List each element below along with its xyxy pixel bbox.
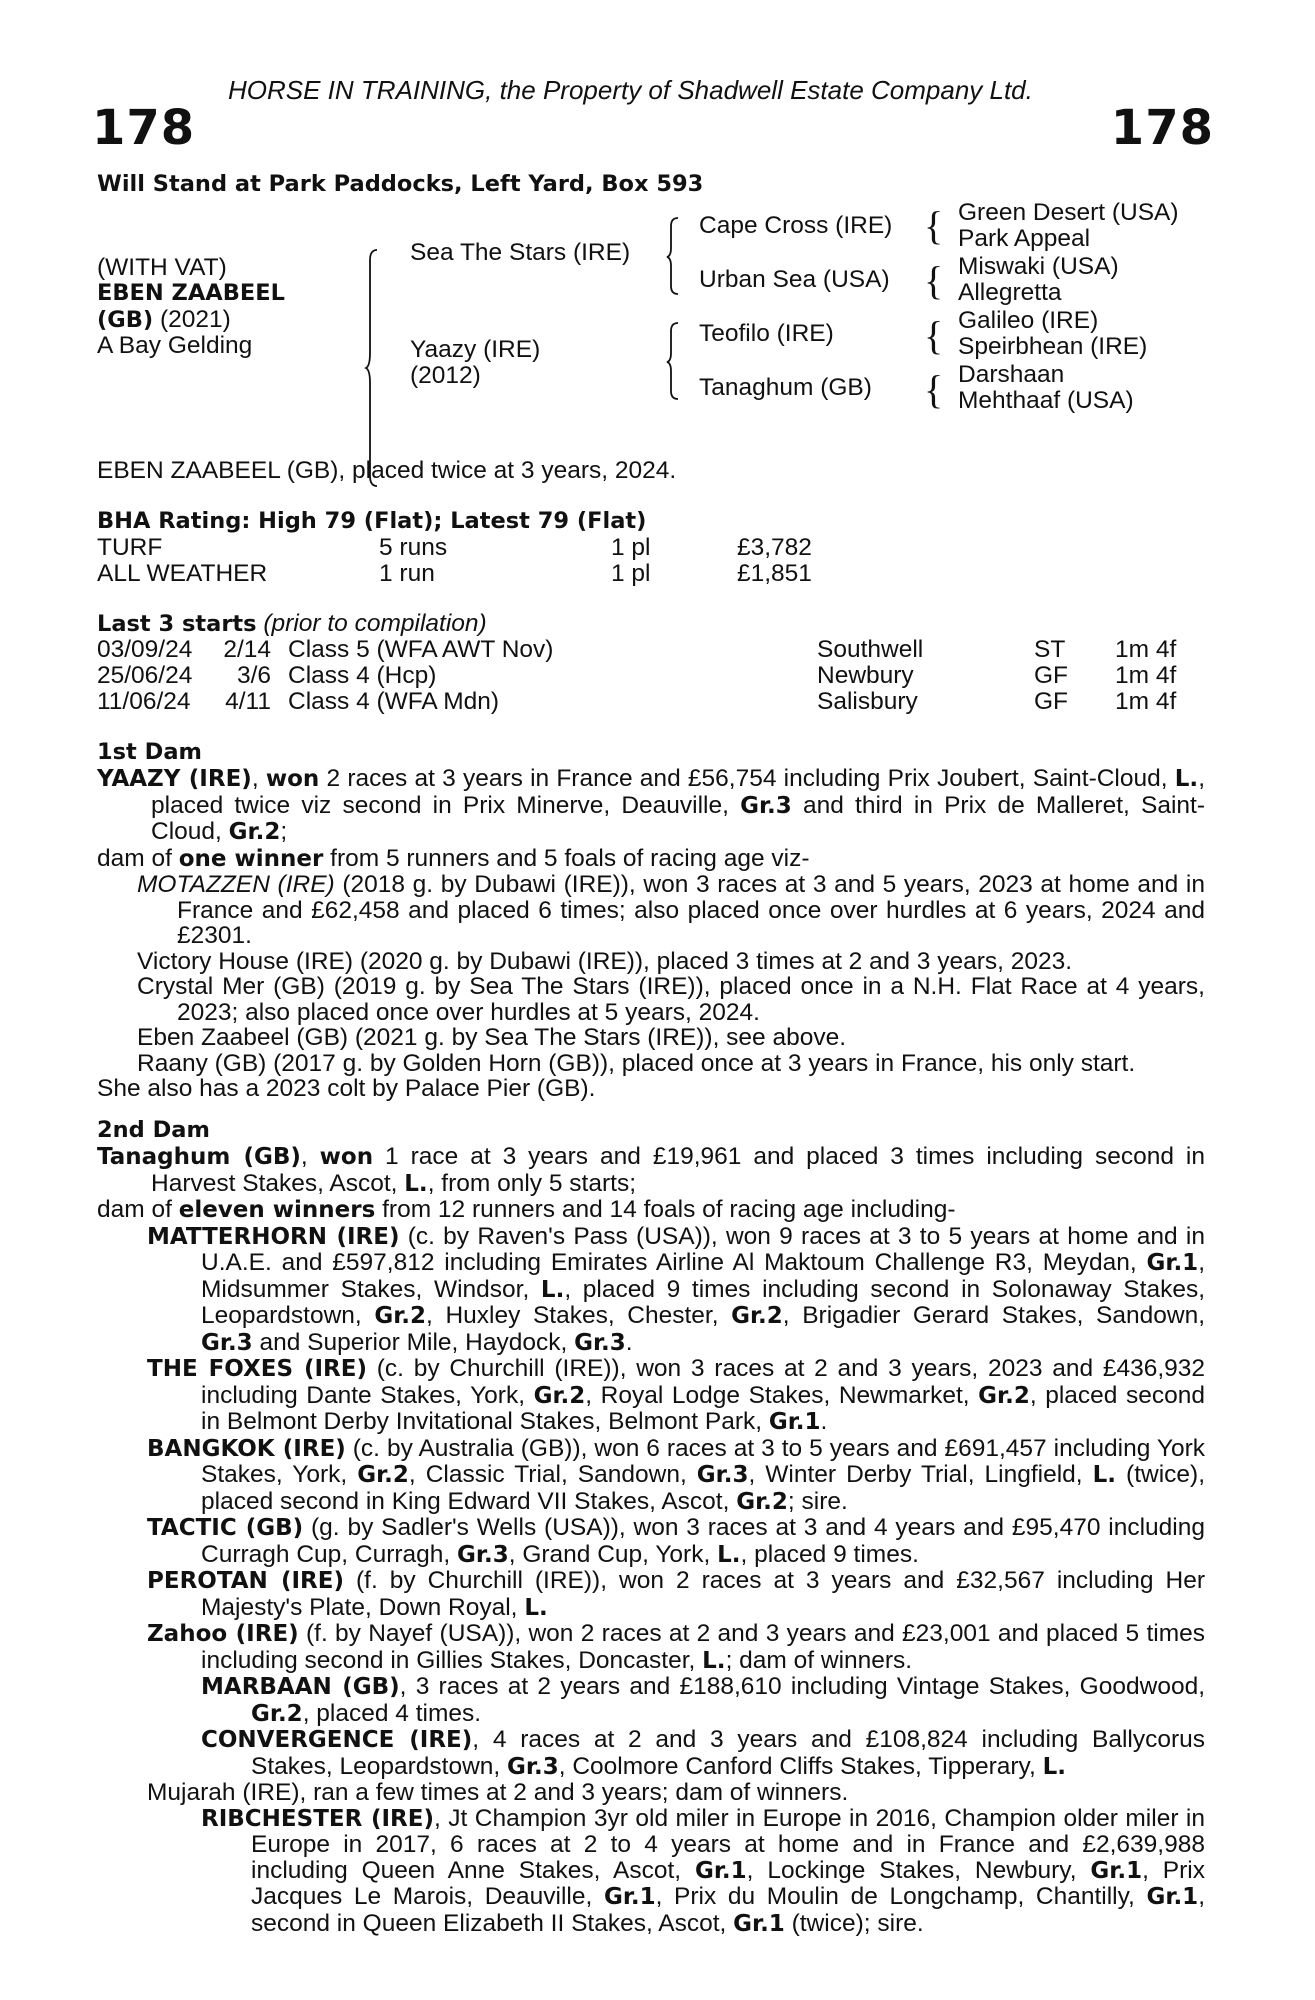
first-dam-listed: L.	[1174, 766, 1199, 792]
produce-crystal-mer: Crystal Mer (GB) (2019 g. by Sea The Stars (IRE)), placed once in a N.H. Flat Race at 4 years, 2023; also placed once over hurdles at 5 years, 2024.	[137, 973, 1205, 1026]
first-dam-produce-summary	[97, 846, 1205, 873]
pedigree-ggs7: Darshaan	[958, 361, 1065, 388]
second-dam-damof-post: from 12 runners and 14 foals of racing age including-	[375, 1196, 956, 1223]
ribchester-text-d: , Prix du Moulin de Longchamp, Chantilly,	[655, 1883, 1147, 1910]
perotan-name: PEROTAN (IRE)	[147, 1568, 344, 1594]
bangkok-text-c: , Winter Derby Trial, Lingfield,	[748, 1461, 1093, 1488]
ribchester-name: RIBCHESTER (IRE)	[201, 1805, 434, 1832]
rating-aw-money: £1,851	[737, 560, 812, 587]
pedigree-brace-main	[365, 248, 381, 488]
convergence-text-a: , 4 races at 2 and 3 years and £108,824 including Ballycorus Stakes, Leopardstown,	[251, 1726, 1205, 1780]
ribchester-text-e: , second in Queen Elizabeth II Stakes, Ascot,	[251, 1883, 1205, 1937]
start-3-dist: 1m 4f	[1115, 688, 1177, 715]
matterhorn-text-a: (c. by Raven's Pass (USA)), won 9 races at 3 to 5 years at home and in U.A.E. and £597,812 including Emirates Airline Al Maktoum Challenge R3, Meydan,	[201, 1222, 1205, 1276]
tactic-text-a: (g. by Sadler's Wells (USA)), won 3 races at 3 and 4 years and £95,470 including Curragh Cup, Curragh,	[201, 1514, 1205, 1568]
second-dam-listed: L.	[404, 1170, 428, 1197]
ribchester-text-a: , Jt Champion 3yr old miler in Europe in 2016, Champion older miler in Europe in 2017, 6 races at 2 to 4 years at home and in France and £2,639,988 including Queen Anne Stakes, Ascot,	[251, 1804, 1206, 1884]
start-1-course: Southwell	[817, 636, 924, 663]
matterhorn-listed: L.	[540, 1276, 565, 1303]
horse-description: A Bay Gelding	[97, 332, 253, 359]
start-3-race: Class 4 (WFA Mdn)	[288, 688, 500, 715]
matterhorn-text-d: , Huxley Stakes, Chester,	[426, 1302, 732, 1329]
start-3-going: GF	[1034, 688, 1069, 715]
rating-turf-surface: TURF	[97, 534, 163, 561]
matterhorn-text-e: , Brigadier Gerard Stakes, Sandown,	[782, 1302, 1206, 1329]
foxes-name: THE FOXES (IRE)	[147, 1356, 367, 1382]
convergence-gr3: Gr.3	[507, 1753, 559, 1780]
produce-zahoo	[97, 1621, 1205, 1674]
produce-bangkok	[97, 1436, 1205, 1516]
matterhorn-gr3-b: Gr.3	[574, 1329, 626, 1356]
first-dam-section	[97, 766, 1205, 1102]
rating-aw-surface: ALL WEATHER	[97, 560, 268, 587]
start-2-race: Class 4 (Hcp)	[288, 662, 437, 689]
first-dam-text-d: ;	[280, 818, 288, 845]
second-dam-section	[97, 1144, 1205, 1937]
first-dam-won: won	[265, 766, 320, 792]
pedigree-gs4: Tanaghum (GB)	[699, 374, 872, 401]
tactic-text-b: , Grand Cup, York,	[508, 1540, 718, 1568]
second-dam-name: Tanaghum (GB)	[97, 1144, 301, 1170]
foxes-gr1: Gr.1	[768, 1409, 821, 1435]
stabling-location: Will Stand at Park Paddocks, Left Yard, Box 593	[97, 171, 704, 197]
zahoo-name: Zahoo (IRE)	[147, 1621, 299, 1647]
ribchester-gr1-c: Gr.1	[603, 1884, 656, 1910]
foxes-gr2-a: Gr.2	[533, 1382, 586, 1409]
start-3-pos: 4/11	[225, 688, 271, 715]
produce-victory-house: Victory House (IRE) (2020 g. by Dubawi (IRE)), placed 3 times at 2 and 3 years, 2023.	[137, 947, 1073, 975]
pedigree-ggs5: Galileo (IRE)	[958, 307, 1099, 334]
rating-turf-money: £3,782	[737, 534, 812, 561]
bangkok-name: BANGKOK (IRE)	[147, 1435, 346, 1462]
pedigree-brace-ggs3: {	[924, 313, 944, 358]
foxes-text-c: , placed second in Belmont Derby Invitational Stakes, Belmont Park,	[201, 1381, 1205, 1435]
start-2-date: 25/06/24	[97, 662, 193, 689]
first-dam-text-b: , placed twice viz second in Prix Minerve, Deauville,	[151, 765, 1205, 819]
bangkok-text-a: (c. by Australia (GB)), won 6 races at 3 to 5 years and £691,457 including York Stakes, York,	[201, 1434, 1205, 1488]
start-1-date: 03/09/24	[97, 636, 193, 663]
produce-raany: Raany (GB) (2017 g. by Golden Horn (GB)), placed once at 3 years in France, his only start.	[137, 1049, 1136, 1077]
rating-aw-placed: 1 pl	[611, 560, 651, 587]
ribchester-text-c: , Prix Jacques Le Marois, Deauville,	[251, 1856, 1205, 1910]
second-dam-record: Tanaghum (GB), won 1 race at 3 years and £19,961 and placed 3 times including second in Harvest Stakes, Ascot, L., from only 5 starts;	[97, 1143, 1205, 1197]
ribchester-gr1-b: Gr.1	[1090, 1857, 1143, 1884]
lot-number-right: 178	[1110, 100, 1214, 156]
second-dam-text-a: 1 race at 3 years and £19,961 and placed 3 times including second in Harvest Stakes, Ascot,	[151, 1143, 1205, 1197]
first-dam-damof-pre: dam of	[97, 844, 179, 872]
bangkok-text-d: (twice), placed second in King Edward VII Stakes, Ascot,	[201, 1461, 1205, 1515]
pedigree-brace-ggs2: {	[924, 258, 944, 303]
start-2-dist: 1m 4f	[1115, 662, 1177, 689]
marbaan-text-a: , 3 races at 2 years and £188,610 including Vintage Stakes, Goodwood,	[399, 1673, 1205, 1700]
first-dam-heading: 1st Dam	[97, 739, 202, 765]
ribchester-gr1-d: Gr.1	[1146, 1884, 1199, 1910]
pedigree-ggs3: Miswaki (USA)	[958, 253, 1119, 280]
produce-convergence	[97, 1727, 1205, 1780]
first-dam-record: YAAZY (IRE), won 2 races at 3 years in France and £56,754 including Prix Joubert, Saint-Cloud, L., placed twice viz second in Prix Minerve, Deauville, Gr.3 and third in Prix de Malleret, Saint-Cloud, Gr.2;	[97, 765, 1205, 845]
tactic-listed: L.	[717, 1541, 741, 1568]
start-2-course: Newbury	[817, 662, 914, 689]
foxes-text-a: (c. by Churchill (IRE)), won 3 races at 2 and 3 years, 2023 and £436,932 including Dante Stakes, York,	[201, 1355, 1206, 1409]
produce-the-foxes	[97, 1356, 1205, 1436]
marbaan-name: MARBAAN (GB)	[201, 1674, 400, 1700]
first-dam-winners: one winner	[178, 845, 324, 872]
matterhorn-gr2-b: Gr.2	[731, 1303, 783, 1329]
start-1-pos: 2/14	[223, 636, 271, 663]
marbaan-text-b: , placed 4 times.	[302, 1699, 482, 1727]
start-2-going: GF	[1034, 662, 1069, 689]
pedigree-ggs6: Speirbhean (IRE)	[958, 333, 1148, 360]
matterhorn-text-b: , Midsummer Stakes, Windsor,	[201, 1249, 1205, 1303]
matterhorn-end: .	[625, 1328, 633, 1356]
bangkok-gr2-a: Gr.2	[357, 1462, 409, 1488]
pedigree-ggs2: Park Appeal	[958, 225, 1091, 252]
foxes-text-b: , Royal Lodge Stakes, Newmarket,	[585, 1381, 979, 1409]
produce-motazzen-text: (2018 g. by Dubawi (IRE)), won 3 races at 3 and 5 years, 2023 at home and in France and £62,458 and placed 6 times; also placed once over hurdles at 6 years, 2024 and £2301.	[177, 871, 1205, 949]
matterhorn-text-f: and Superior Mile, Haydock,	[252, 1328, 575, 1356]
zahoo-text-a: (f. by Nayef (USA)), won 2 races at 2 and 3 years and £23,001 and placed 5 times including second in Gillies Stakes, Doncaster,	[201, 1620, 1205, 1674]
produce-motazzen-name: MOTAZZEN (IRE)	[137, 871, 335, 898]
first-dam-text-a: 2 races at 3 years in France and £56,754 including Prix Joubert, Saint-Cloud,	[319, 765, 1175, 792]
tactic-gr3: Gr.3	[457, 1541, 509, 1568]
pedigree-ggs1: Green Desert (USA)	[958, 199, 1179, 226]
ribchester-gr1-e: Gr.1	[733, 1910, 785, 1937]
horse-origin	[97, 307, 231, 334]
bangkok-text-b: , Classic Trial, Sandown,	[408, 1461, 697, 1488]
produce-tactic	[97, 1515, 1205, 1568]
tactic-text-c: , placed 9 times.	[740, 1540, 919, 1568]
pedigree-dam-year: (2012)	[410, 362, 481, 389]
bha-rating: BHA Rating: High 79 (Flat); Latest 79 (Flat)	[97, 508, 647, 534]
matterhorn-gr1: Gr.1	[1146, 1250, 1199, 1276]
rating-aw-runs: 1 run	[379, 560, 435, 587]
start-1-dist: 1m 4f	[1115, 636, 1177, 663]
ribchester-text-f: (twice); sire.	[784, 1909, 924, 1937]
vat-note: (WITH VAT)	[97, 254, 227, 281]
last-starts-heading	[97, 611, 487, 638]
bangkok-gr2-b: Gr.2	[736, 1488, 788, 1515]
rating-turf-placed: 1 pl	[611, 534, 651, 561]
matterhorn-text-c: , placed 9 times including second in Solonaway Stakes, Leopardstown,	[201, 1275, 1206, 1329]
pedigree-brace-dam	[666, 321, 680, 401]
last-starts-title: Last 3 starts	[97, 611, 257, 637]
pedigree-gs3: Teofilo (IRE)	[699, 320, 834, 347]
convergence-text-b: , Coolmore Canford Cliffs Stakes, Tipperary,	[558, 1752, 1043, 1780]
race-summary: EBEN ZAABEEL (GB), placed twice at 3 years, 2024.	[97, 457, 677, 484]
matterhorn-gr3-a: Gr.3	[201, 1329, 253, 1356]
zahoo-listed: L.	[702, 1647, 726, 1674]
pedigree-dam: Yaazy (IRE)	[410, 336, 541, 363]
second-dam-winners: eleven winners	[178, 1197, 376, 1223]
matterhorn-gr2-a: Gr.2	[374, 1303, 427, 1329]
pedigree-ggs4: Allegretta	[958, 279, 1062, 306]
zahoo-text-b: ; dam of winners.	[725, 1646, 913, 1674]
second-dam-heading: 2nd Dam	[97, 1117, 210, 1143]
first-dam-damof-post: from 5 runners and 5 foals of racing age viz-	[323, 844, 810, 872]
first-dam-also: She also has a 2023 colt by Palace Pier (GB).	[97, 1075, 596, 1102]
start-1-going: ST	[1034, 636, 1066, 663]
rating-turf-runs: 5 runs	[379, 534, 448, 561]
produce-ribchester	[97, 1806, 1205, 1938]
first-dam-name: YAAZY (IRE)	[97, 766, 252, 792]
first-dam-gr3: Gr.3	[740, 792, 792, 819]
foxes-end: .	[820, 1408, 828, 1435]
foxes-gr2-b: Gr.2	[978, 1382, 1030, 1409]
pedigree-brace-sire	[666, 216, 680, 296]
pedigree-ggs8: Mehthaaf (USA)	[958, 387, 1134, 414]
first-dam-gr2: Gr.2	[228, 819, 281, 845]
matterhorn-name: MATTERHORN (IRE)	[147, 1223, 400, 1250]
pedigree-sire: Sea The Stars (IRE)	[410, 239, 631, 266]
pedigree-brace-ggs4: {	[924, 367, 944, 412]
marbaan-gr2: Gr.2	[251, 1700, 303, 1727]
second-dam-produce-summary	[97, 1197, 1205, 1224]
convergence-listed: L.	[1042, 1753, 1066, 1780]
bangkok-gr3: Gr.3	[696, 1462, 749, 1488]
start-3-course: Salisbury	[817, 688, 918, 715]
convergence-name: CONVERGENCE (IRE)	[201, 1727, 473, 1753]
perotan-text-a: (f. by Churchill (IRE)), won 2 races at 3 years and £32,567 including Her Majesty's Plate, Down Royal,	[201, 1567, 1206, 1621]
bangkok-listed: L.	[1092, 1462, 1117, 1488]
produce-mujarah: Mujarah (IRE), ran a few times at 2 and 3 years; dam of winners.	[147, 1779, 849, 1806]
produce-motazzen	[97, 872, 1205, 949]
tactic-name: TACTIC (GB)	[147, 1515, 304, 1541]
lot-number-left: 178	[92, 100, 196, 156]
perotan-listed: L.	[524, 1594, 548, 1621]
last-starts-note: (prior to compilation)	[263, 610, 487, 637]
horse-name: EBEN ZAABEEL	[97, 280, 285, 306]
start-3-date: 11/06/24	[97, 688, 191, 715]
produce-matterhorn	[97, 1224, 1205, 1357]
ribchester-gr1-a: Gr.1	[694, 1857, 747, 1884]
horse-country: (GB)	[97, 307, 154, 333]
produce-perotan	[97, 1568, 1205, 1621]
second-dam-text-b: , from only 5 starts;	[427, 1169, 636, 1197]
horse-year: (2021)	[160, 306, 231, 333]
produce-marbaan	[97, 1674, 1205, 1727]
pedigree-brace-ggs1: {	[924, 203, 944, 248]
second-dam-won: won	[319, 1144, 374, 1170]
pedigree-gs2: Urban Sea (USA)	[699, 266, 890, 293]
start-2-pos: 3/6	[236, 662, 271, 689]
pedigree-gs1: Cape Cross (IRE)	[699, 212, 893, 239]
bangkok-text-e: ; sire.	[787, 1487, 848, 1515]
first-dam-text-c: and third in Prix de Malleret, Saint-Cloud,	[151, 791, 1205, 845]
second-dam-damof-pre: dam of	[97, 1196, 179, 1223]
ribchester-text-b: , Lockinge Stakes, Newbury,	[746, 1856, 1091, 1884]
produce-eben-zaabeel: Eben Zaabeel (GB) (2021 g. by Sea The Stars (IRE)), see above.	[137, 1024, 847, 1051]
page-header-title: HORSE IN TRAINING, the Property of Shadwell Estate Company Ltd.	[228, 75, 1033, 105]
start-1-race: Class 5 (WFA AWT Nov)	[288, 636, 554, 663]
